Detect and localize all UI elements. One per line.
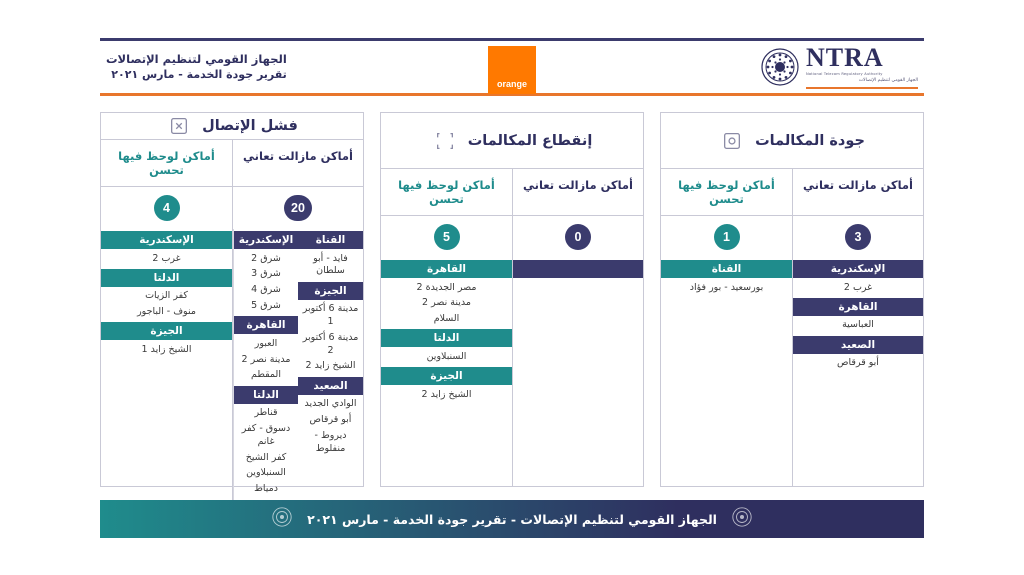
worse-count-badge: 3 [845, 224, 871, 250]
place-label: منوف - الباجور [137, 306, 196, 318]
better-list [661, 260, 792, 296]
metric-cards [100, 112, 924, 495]
report-footer [100, 500, 924, 538]
place-label: دسوق - كفر غانم [241, 423, 291, 447]
card-column-headers [101, 140, 363, 187]
report-title-line1: الجهاز القومي لتنظيم الإتصالات [106, 51, 287, 66]
card-title: فشل الإتصال [202, 118, 298, 134]
place-label: العبور [254, 337, 278, 349]
governorate-label: الجيزة [298, 282, 363, 300]
governorate-label: الصعيد [793, 336, 923, 354]
place-label: الوادي الجديد [304, 398, 357, 410]
governorate-label: القاهرة [234, 316, 298, 334]
place-label: أبو قرقاص [837, 357, 879, 369]
ntra-logo [760, 45, 918, 88]
column-header-better: أماكن لوحظ فيها تحسن [678, 178, 775, 206]
column-header-better: أماكن لوحظ فيها تحسن [398, 178, 495, 206]
place-label: الشيخ زايد 2 [305, 360, 356, 372]
card-header [381, 113, 643, 169]
governorate-label: الدلتا [381, 329, 512, 347]
card-header [101, 113, 363, 140]
column-header-worse: أماكن مازالت تعاني [512, 169, 643, 215]
place-label: قناطر [254, 407, 278, 419]
place-label: مدينة 6 أكتوبر 1 [302, 303, 359, 327]
report-header [100, 38, 924, 96]
card-call-quality [660, 112, 924, 487]
worse-subcolumn-left [233, 229, 298, 514]
card-call-fail [100, 112, 364, 495]
governorate-label: الإسكندرية [793, 260, 923, 278]
call-quality-icon [719, 128, 745, 154]
orange-logo-label: orange [497, 79, 528, 89]
ntra-logo-wordmark: NTRA [806, 43, 884, 73]
place-label: شرق 2 [251, 252, 281, 264]
column-header-better: أماكن لوحظ فيها تحسن [118, 149, 215, 177]
governorate-label: القاهرة [381, 260, 512, 278]
place-label: المقطم [251, 369, 281, 381]
card-title: إنقطاع المكالمات [467, 132, 593, 149]
better-list [381, 260, 512, 403]
report-title-line2: تقرير جودة الخدمة - مارس ٢٠٢١ [111, 68, 287, 82]
place-label: العباسية [842, 319, 874, 331]
column-header-worse: أماكن مازالت تعاني [232, 140, 363, 186]
worse-column [512, 216, 643, 486]
footer-seal-icon-left [271, 506, 293, 532]
place-label: غرب 2 [152, 252, 181, 264]
governorate-label: الجيزة [381, 367, 512, 385]
governorate-label: القاهرة [793, 298, 923, 316]
place-label: كفر الزيات [145, 290, 188, 302]
governorate-label: الإسكندرية [234, 231, 298, 249]
worse-subcolumn-right [298, 229, 363, 514]
place-label: مدينة 6 أكتوبر 2 [302, 331, 359, 356]
place-label: السنبلاوين [426, 350, 467, 362]
place-label: بورسعيد - بور فؤاد [689, 281, 764, 293]
governorate-label: القناة [298, 231, 363, 249]
governorate-label: الدلتا [101, 269, 232, 287]
place-label: غرب 2 [843, 281, 873, 293]
place-label: فايد - أبو سلطان [313, 252, 348, 277]
worse-count-badge: 20 [284, 195, 312, 221]
place-label: دمياط [254, 483, 278, 495]
place-label: الشيخ زايد 1 [141, 343, 192, 355]
column-header-worse: أماكن مازالت تعاني [792, 169, 923, 215]
report-title [106, 51, 287, 84]
card-column-headers [381, 169, 643, 216]
ntra-logo-rule [806, 87, 918, 89]
card-call-drop [380, 112, 644, 487]
place-label: شرق 4 [251, 284, 281, 296]
better-count-badge: 4 [154, 195, 180, 221]
ntra-logo-mark [760, 47, 800, 87]
call-drop-icon [432, 128, 458, 154]
place-label: مدينة نصر 2 [241, 353, 291, 365]
place-label: ديروط - منفلوط [314, 429, 347, 454]
better-column [381, 216, 512, 486]
worse-count-badge: 0 [565, 224, 591, 250]
orange-operator-logo [488, 46, 536, 94]
place-label: مصر الجديدة 2 [416, 281, 477, 293]
empty-bar [513, 260, 643, 278]
worse-column [792, 216, 923, 486]
place-label: السلام [433, 313, 460, 325]
governorate-label: الدلتا [234, 386, 298, 404]
better-column [661, 216, 792, 486]
worse-list [793, 260, 923, 371]
footer-seal-icon-right [731, 506, 753, 532]
call-fail-icon [166, 113, 192, 139]
governorate-label: الصعيد [298, 377, 363, 395]
card-title: جودة المكالمات [755, 132, 865, 149]
place-label: الشيخ زايد 2 [421, 388, 472, 400]
place-label: مدينة نصر 2 [422, 297, 471, 309]
ntra-logo-subtitle-en: National Telecom Regulatory Authority [806, 72, 883, 77]
place-label: كفر الشيخ [245, 451, 287, 463]
footer-text: الجهاز القومي لتنظيم الإتصالات - تقرير جودة الخدمة - مارس ٢٠٢١ [307, 511, 717, 527]
better-list [101, 231, 232, 358]
worse-subcolumns [233, 229, 363, 514]
place-label: شرق 5 [251, 299, 281, 311]
governorate-label: الإسكندرية [101, 231, 232, 249]
place-label: أبو قرقاص [309, 414, 352, 425]
place-label: شرق 3 [251, 268, 281, 280]
better-column [101, 187, 232, 514]
card-column-headers [661, 169, 923, 216]
worse-column [232, 187, 363, 514]
better-count-badge: 1 [714, 224, 740, 250]
governorate-label: القناة [661, 260, 792, 278]
ntra-logo-subtitle-ar: الجهاز القومي لتنظيم الإتصالات [858, 78, 918, 83]
card-header [661, 113, 923, 169]
better-count-badge: 5 [434, 224, 460, 250]
governorate-label: الجيزة [101, 322, 232, 340]
place-label: السنبلاوين [246, 467, 286, 479]
